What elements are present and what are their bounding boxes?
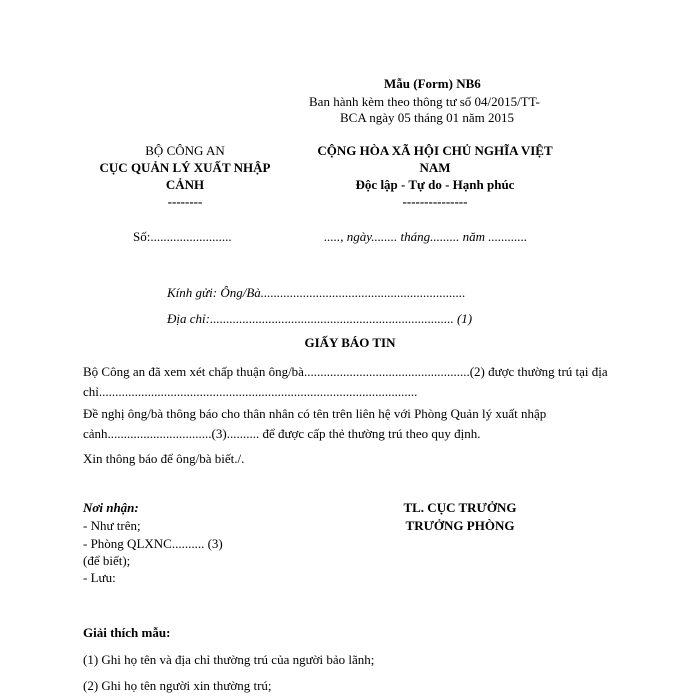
notes-title: Giải thích mẫu:: [83, 625, 171, 640]
form-issued-line2: BCA ngày 05 tháng 01 năm 2015: [340, 110, 515, 125]
document-title: GIẤY BÁO TIN: [304, 335, 396, 350]
body-paragraph-3: Xin thông báo để ông/bà biết./.: [83, 451, 245, 466]
signature-subtitle: TRƯỞNG PHÒNG: [405, 518, 515, 533]
agency-ministry: BỘ CÔNG AN: [145, 143, 225, 158]
receivers-item: (để biết);: [83, 553, 131, 568]
recipient-address: Địa chỉ:........................................................................... (1): [167, 311, 473, 326]
signature-title: TL. CỤC TRƯỞNG: [403, 500, 517, 515]
agency-department-cont: CẢNH: [165, 177, 205, 192]
agency-department: CỤC QUẢN LÝ XUẤT NHẬP: [99, 160, 271, 175]
receivers-title: Nơi nhận:: [83, 500, 139, 515]
date-line: ....., ngày........ tháng......... năm ............: [324, 229, 528, 244]
agency-rule: --------: [167, 194, 203, 209]
recipient-to: Kính gửi: Ông/Bà...............................................................: [167, 285, 466, 300]
receivers-item: - Phòng QLXNC.......... (3): [83, 536, 223, 551]
republic-name: CỘNG HÒA XÃ HỘI CHỦ NGHĨA VIỆT: [317, 143, 553, 158]
receivers-item: - Lưu:: [83, 570, 116, 585]
body-paragraph-1: Bộ Công an đã xem xét chấp thuận ông/bà...................................................(2) được thường trú tại địa chỉ..................................................................................................: [83, 364, 608, 399]
republic-name-cont: NAM: [419, 160, 451, 175]
notes-item: (1) Ghi họ tên và địa chỉ thường trú của người bảo lãnh;: [83, 652, 375, 667]
notes-item: (2) Ghi họ tên người xin thường trú;: [83, 678, 272, 693]
form-title: Mẫu (Form) NB6: [384, 76, 481, 91]
receivers-item: - Như trên;: [83, 518, 141, 533]
republic-motto: Độc lập - Tự do - Hạnh phúc: [355, 177, 515, 192]
form-issued-line1: Ban hành kèm theo thông tư số 04/2015/TT-: [309, 94, 540, 109]
republic-rule: ---------------: [402, 194, 468, 209]
body-paragraph-2: Đề nghị ông/bà thông báo cho thân nhân có tên trên liên hệ với Phòng Quản lý xuất nhập cảnh................................(3).......... để được cấp thẻ thường trú theo quy định.: [83, 406, 547, 441]
document-number: Số:.........................: [133, 229, 232, 244]
